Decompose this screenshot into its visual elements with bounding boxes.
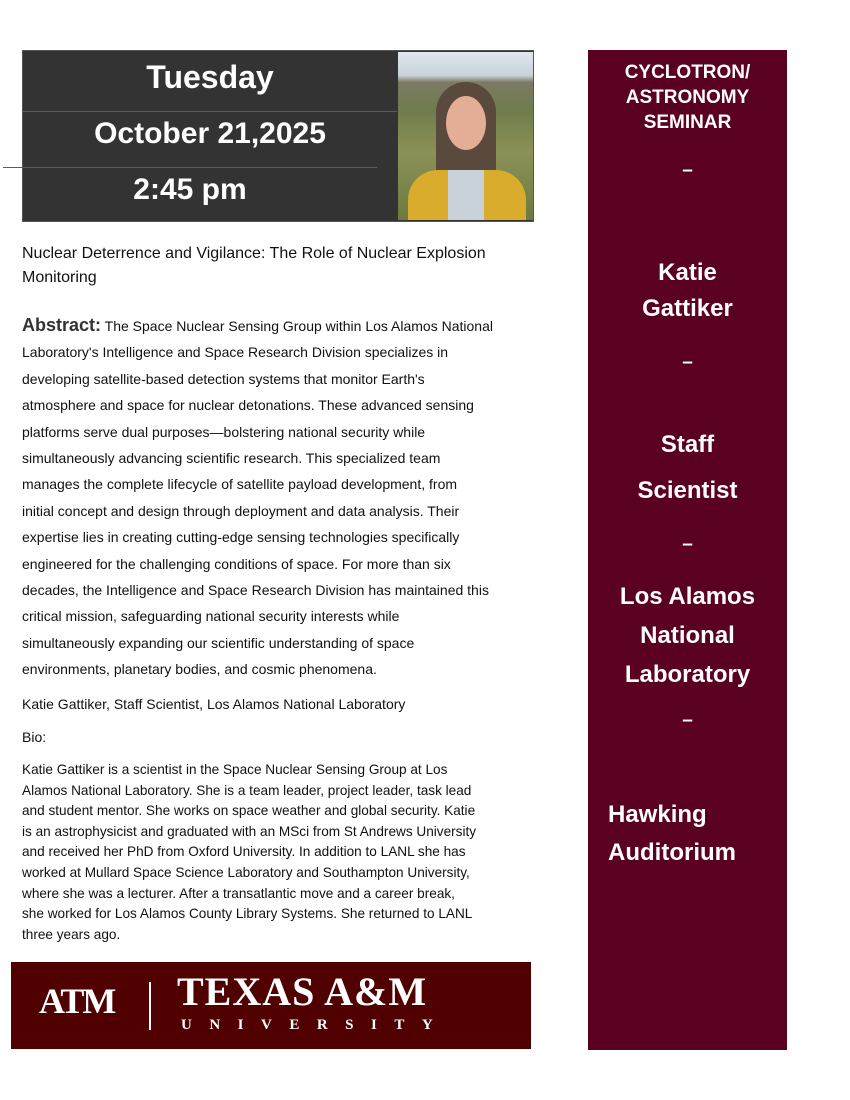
speaker-name: Katie bbox=[658, 259, 717, 286]
speaker-institution: National bbox=[640, 622, 735, 649]
atm-mark: ATM bbox=[39, 981, 115, 1021]
time: 2:45 pm bbox=[3, 167, 377, 222]
speaker-position: Scientist bbox=[637, 477, 738, 504]
logo-divider bbox=[149, 982, 151, 1030]
divider-dash: – bbox=[682, 160, 693, 181]
abstract: Abstract: The Space Nuclear Sensing Group within Los Alamos National Laboratory's Intelligence and Space Research Division specializes in developing satellite-based detection systems that monitor Earth's atmosphere and space for nuclear detonations. These advanced sensing platforms serve dual purposes—bolstering national security while simultaneously advancing scientific research. This specialized team manages the complete lifecycle of satellite payload development, from initial concept and design through deployment and data analysis. Their expertise lies in creating cutting-edge sensing technologies specifically engineered for the challenging conditions of space. For more than six decades, the Intelligence and Space Research Division has maintained this critical mission, safeguarding national security interests while simultaneously expanding our scientific understanding of space environments, planetary bodies, and cosmic phenomena. bbox=[22, 315, 493, 678]
divider-dash: – bbox=[682, 352, 693, 373]
talk-title: Nuclear Deterrence and Vigilance: The Role of Nuclear Explosion Monitoring bbox=[22, 245, 486, 286]
speaker-institution: Laboratory bbox=[624, 661, 751, 688]
speaker-line: Katie Gattiker, Staff Scientist, Los Alamos National Laboratory bbox=[22, 696, 406, 712]
info-sidebar bbox=[588, 50, 787, 1050]
speaker-photo bbox=[398, 52, 533, 220]
date-time-banner bbox=[22, 50, 534, 222]
university-name: TEXAS A&M bbox=[177, 969, 428, 1014]
speaker-institution: Los Alamos bbox=[619, 583, 756, 610]
series-line: ASTRONOMY bbox=[625, 87, 750, 108]
abstract-label: Abstract: bbox=[22, 315, 102, 335]
divider-dash: – bbox=[682, 710, 693, 731]
date: October 21,2025 bbox=[23, 111, 397, 168]
bio: Katie Gattiker is a scientist in the Space Nuclear Sensing Group at Los Alamos National Laboratory. She is a team leader, project leader, task lead and student mentor. She works on space weather and global security. Katie is an astrophysicist and graduated with an MSci from St Andrews University and received her PhD from Oxford University. In addition to LANL she has worked at Mullard Space Science Laboratory and Southampton University, where she was a lecturer. After a transatlantic move and a career break, she worked for Los Alamos County Library Systems. She returned to LANL three years ago. bbox=[22, 762, 477, 942]
texas-am-logo bbox=[11, 962, 531, 1049]
series-line: SEMINAR bbox=[643, 112, 732, 133]
university-sub: UNIVERSITY bbox=[181, 1017, 451, 1033]
divider-dash: – bbox=[682, 534, 693, 555]
bio-label: Bio: bbox=[22, 729, 47, 745]
venue: Auditorium bbox=[608, 839, 736, 866]
speaker-position: Staff bbox=[660, 431, 715, 458]
venue: Hawking bbox=[608, 801, 707, 828]
day: Tuesday bbox=[146, 59, 274, 95]
speaker-name: Gattiker bbox=[642, 295, 733, 322]
series-line: CYCLOTRON/ bbox=[624, 62, 751, 83]
